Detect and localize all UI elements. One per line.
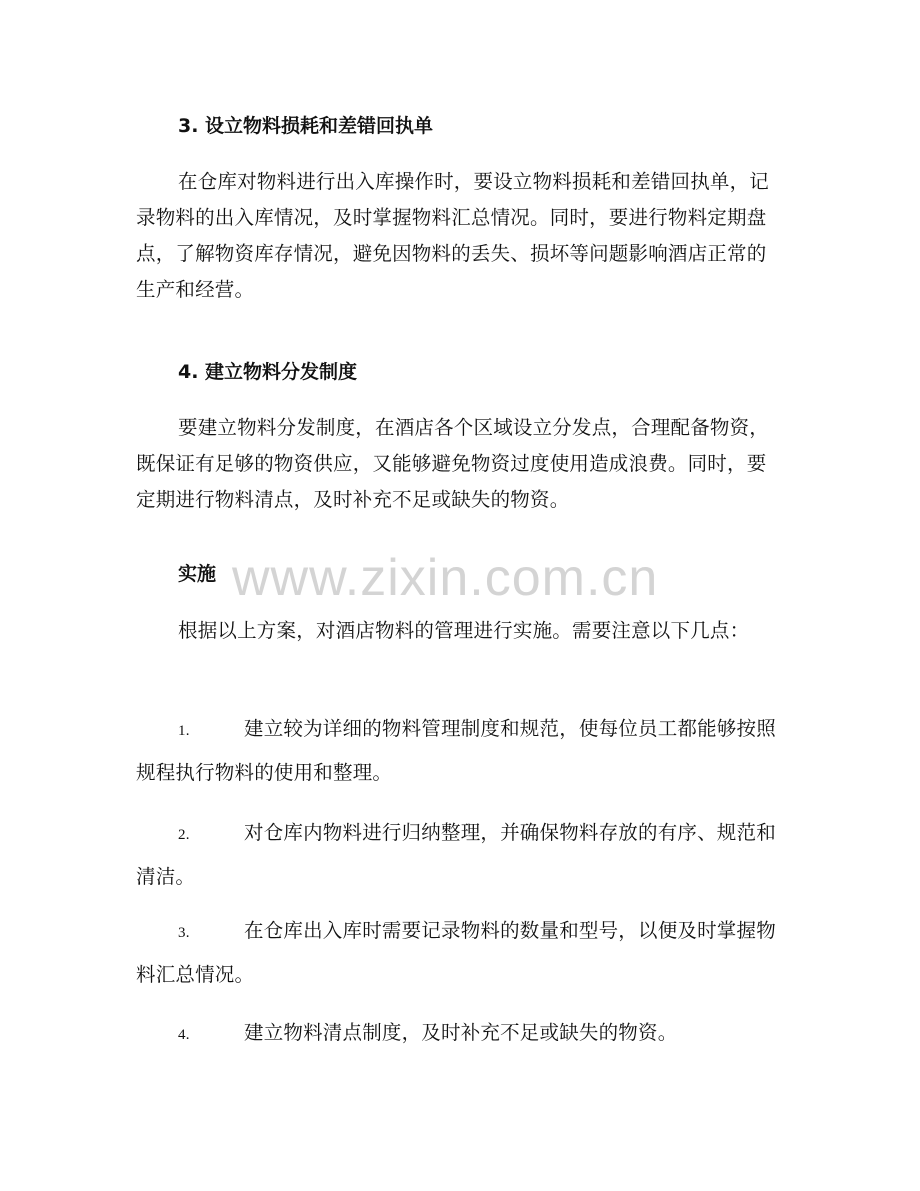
implementation-heading: 实施 <box>178 563 217 585</box>
section-4-heading: 4. 建立物料分发制度 <box>178 361 358 383</box>
implementation-intro: 根据以上方案，对酒店物料的管理进行实施。需要注意以下几点： <box>178 619 750 642</box>
list-item-text: 在仓库出入库时需要记录物料的数量和型号，以便及时掌握物料汇总情况。 <box>136 919 776 986</box>
list-item-text: 对仓库内物料进行归纳整理，并确保物料存放的有序、规范和清洁。 <box>136 821 776 888</box>
list-item-text: 建立较为详细的物料管理制度和规范，使每位员工都能够按照规程执行物料的使用和整理。 <box>136 717 776 784</box>
list-item: 4. 建立物料清点制度，及时补充不足或缺失的物资。 <box>178 1021 678 1044</box>
section-3-body: 在仓库对物料进行出入库操作时，要设立物料损耗和差错回执单，记录物料的出入库情况，及时掌握物料汇总情况。同时，要进行物料定期盘点，了解物资库存情况，避免因物料的丢失、损坏等问题影响酒店正常的生产和经营。 <box>136 170 770 301</box>
list-item: 1. 建立较为详细的物料管理制度和规范，使每位员工都能够按照规程执行物料的使用和整理。 <box>136 717 776 784</box>
watermark: www.zixin.com.cn <box>232 549 659 607</box>
section-3-heading: 3. 设立物料损耗和差错回执单 <box>178 115 434 137</box>
list-item: 2. 对仓库内物料进行归纳整理，并确保物料存放的有序、规范和清洁。 <box>136 821 776 888</box>
section-4-body: 要建立物料分发制度，在酒店各个区域设立分发点，合理配备物资，既保证有足够的物资供应，又能够避免物资过度使用造成浪费。同时，要定期进行物料清点，及时补充不足或缺失的物资。 <box>136 416 770 511</box>
list-item: 3. 在仓库出入库时需要记录物料的数量和型号，以便及时掌握物料汇总情况。 <box>136 919 776 986</box>
list-item-text: 建立物料清点制度，及时补充不足或缺失的物资。 <box>244 1021 678 1044</box>
